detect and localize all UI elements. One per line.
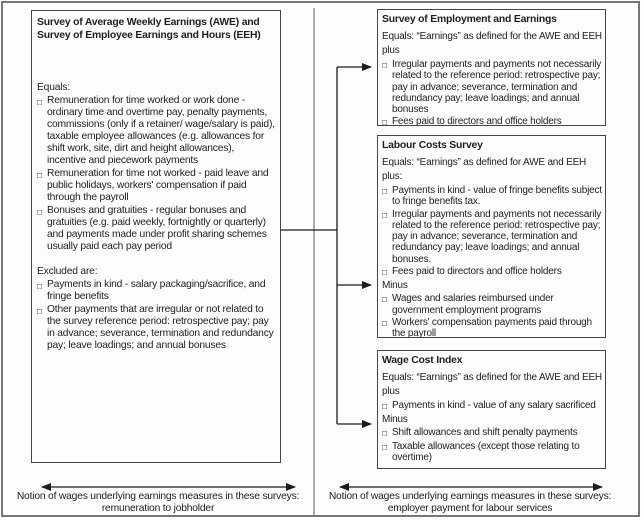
list-item (382, 400, 602, 412)
equals-label: Equals: (37, 82, 70, 93)
box-intro: Equals: “Earnings” as defined for the AWE and EEH plus (382, 372, 602, 397)
list-item-text: Payments in kind - value of fringe benefits subject to fringe benefits tax. (392, 185, 602, 208)
excluded-label: Excluded are: (37, 266, 98, 277)
box-title: Survey of Average Weekly Earnings (AWE) and Survey of Employee Earnings and Hours (EEH) (37, 17, 261, 41)
list-item (37, 168, 275, 204)
awe-eeh-survey-box (31, 10, 281, 463)
list-item-text: Workers' compensation payments paid through the payroll (392, 316, 592, 340)
list-item (382, 317, 602, 340)
checkbox-bullet-icon: □ (37, 207, 42, 217)
checkbox-bullet-icon: □ (382, 294, 387, 305)
checkbox-bullet-icon: □ (382, 428, 387, 439)
left-footer-line1: Notion of wages underlying earnings measures in these surveys: (16, 491, 300, 502)
box-intro: Equals: “Earnings” as defined for AWE and EEH plus: (382, 157, 587, 182)
checkbox-bullet-icon: □ (382, 401, 387, 411)
checkbox-bullet-icon: □ (37, 281, 42, 291)
list-item (382, 209, 602, 265)
right-footer-line2: employer payment for labour services (387, 502, 553, 514)
list-item-text: Other payments that are irregular or not related to the survey reference period: retrospective pay; pay in advance; severance, termination and redundancy pay; leave loadings; and annual bonuses (47, 304, 274, 351)
list-item (37, 279, 275, 303)
list-item (382, 441, 602, 464)
list-item-text: Remuneration for time not worked - paid leave and public holidays, workers' compensation if paid through the payroll (47, 168, 269, 203)
survey-employment-earnings-box (377, 9, 606, 126)
list-item-text: Taxable allowances (except those relating to overtime) (392, 440, 580, 463)
checkbox-bullet-icon: □ (382, 209, 387, 220)
minus-label: Minus (382, 414, 408, 426)
list-item-text: Irregular payments and payments not necessarily related to the reference period: retrospective pay; pay in advance; severance, termination and redundancy pay; leave loadings; and annual bonuses. (392, 208, 602, 265)
list-item (382, 185, 602, 208)
list-item-text: Payments in kind - salary packaging/sacrifice, and fringe benefits (47, 279, 266, 302)
list-item-text: Fees paid to directors and office holders (392, 116, 562, 128)
checkbox-bullet-icon: □ (382, 267, 387, 278)
checkbox-bullet-icon: □ (37, 306, 42, 316)
box-intro: Equals: “Earnings” as defined for the AWE and EEH plus (382, 31, 602, 56)
list-item (37, 95, 275, 167)
list-item (37, 304, 275, 352)
checkbox-bullet-icon: □ (382, 117, 387, 128)
list-item-text: Payments in kind - value of any salary sacrificed (392, 400, 596, 411)
right-footer-note (322, 491, 618, 514)
left-footer-note (8, 491, 308, 514)
minus-label: Minus (382, 280, 408, 292)
wage-cost-index-box (377, 350, 606, 469)
list-item (382, 116, 602, 128)
labour-costs-survey-box (377, 135, 606, 338)
list-item-text: Bonuses and gratuities - regular bonuses and gratuities (e.g. paid weekly, fortnightly or quarterly) and payments made under profit sharing schemes usually paid each pay period (47, 205, 267, 252)
list-item-text: Wages and salaries reimbursed under government employment programs (392, 293, 554, 316)
list-item (37, 205, 275, 253)
checkbox-bullet-icon: □ (382, 317, 387, 328)
checkbox-bullet-icon: □ (382, 60, 387, 70)
list-item (382, 427, 602, 439)
list-item-text: Shift allowances and shift penalty payments (392, 427, 578, 439)
checkbox-bullet-icon: □ (37, 170, 42, 180)
box-title: Wage Cost Index (382, 355, 463, 366)
checkbox-bullet-icon: □ (382, 441, 387, 452)
box-title: Survey of Employment and Earnings (382, 14, 557, 25)
left-footer-line2: remuneration to jobholder (101, 502, 215, 514)
list-item (382, 293, 602, 316)
list-item-text: Remuneration for time worked or work done - ordinary time and overtime pay, penalty payments, commissions (only if a retainer/ wage/salary is paid), taxable employee allowances (e.g. allowances for shift work, site, dirt and height allowances), incentive and piecework payments (47, 95, 275, 166)
box-title: Labour Costs Survey (382, 140, 483, 151)
right-footer-line1: Notion of wages underlying earnings measures in these surveys: (328, 491, 612, 502)
checkbox-bullet-icon: □ (37, 97, 42, 107)
list-item-text: Irregular payments and payments not necessarily related to the reference period: retrospective pay; pay in advance; severance, termination and redundancy pay; leave loadings; and annual bonuses (392, 59, 602, 116)
checkbox-bullet-icon: □ (382, 186, 387, 196)
list-item-text: Fees paid to directors and office holders (392, 266, 562, 278)
list-item (382, 59, 602, 115)
list-item (382, 266, 602, 278)
